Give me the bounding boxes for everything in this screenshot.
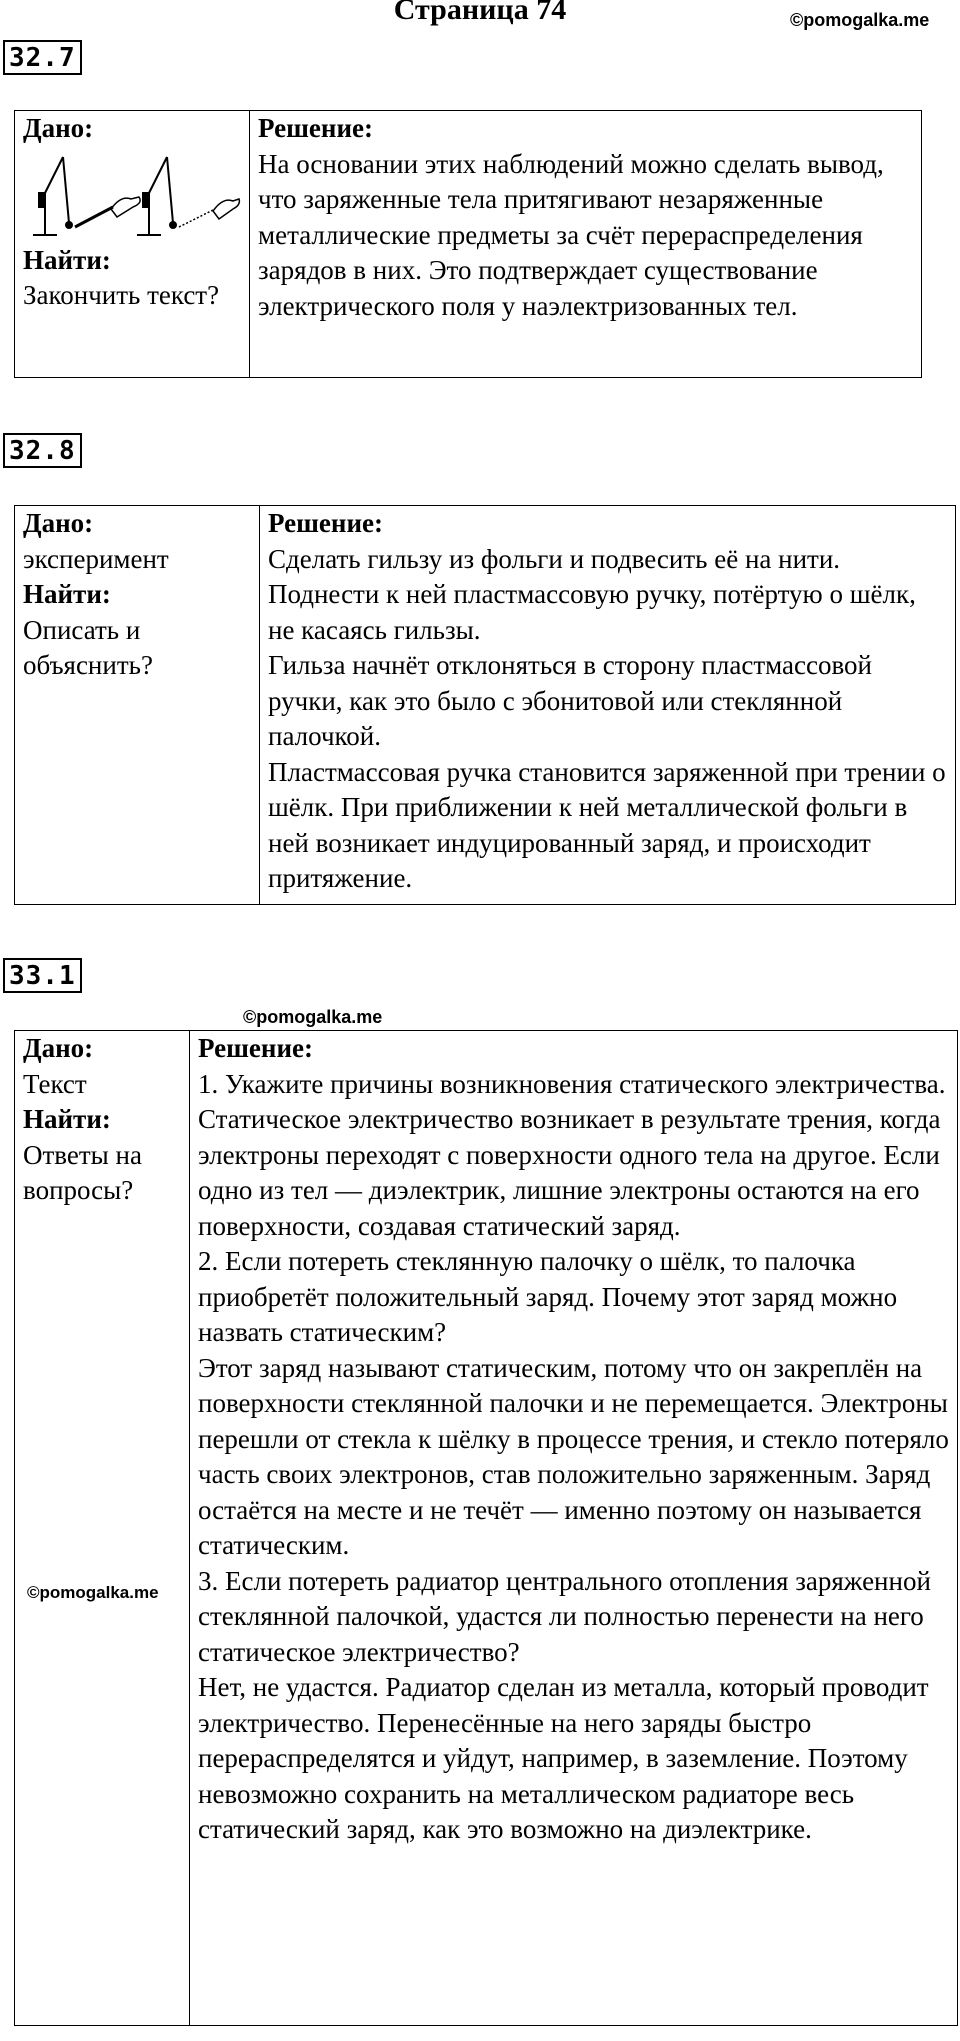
page-title: Страница 74: [393, 0, 567, 26]
solution-paragraph: Статическое электричество возникает в результате трения, когда электроны переходят с поверхности одного тела на другое. Если одно из тел — диэлектрик, лишние электроны остаются на его поверхности, создавая статический заряд.: [198, 1104, 941, 1241]
given-cell: [15, 111, 250, 378]
solution-cell: [190, 1031, 958, 2026]
solution-label: Решение:: [198, 1033, 313, 1063]
given-label: Дано:: [23, 508, 94, 538]
find-label: Найти:: [23, 1104, 111, 1134]
given-text: Текст: [23, 1068, 87, 1099]
solution-label: Решение:: [268, 508, 383, 538]
given-text: эксперимент: [23, 543, 169, 574]
task-number-32-8: 32.8: [3, 433, 82, 468]
find-text: Ответы на вопросы?: [23, 1139, 142, 1205]
solution-cell: [250, 111, 922, 378]
task-table-32-7: [14, 110, 922, 378]
solution-paragraph: Этот заряд называют статическим, потому что он закреплён на поверхности стеклянной палочки и не перемещается. Электроны перешли от стекла к шёлку в процессе трения, и стекло потеряло часть своих электронов, став положительно заряженным. Заряд остаётся на месте и не течёт — именно поэтому он называется статическим.: [198, 1352, 949, 1560]
task-number-33-1: 33.1: [3, 958, 82, 993]
given-label: Дано:: [23, 113, 94, 143]
watermark-left: ©pomogalka.me: [27, 1583, 159, 1602]
find-label: Найти:: [23, 244, 111, 275]
solution-paragraph: Пластмассовая ручка становится заряженной при трении о шёлк. При приближении к ней металлической фольги в ней возникает индуцированный заряд, и происходит притяжение.: [268, 756, 946, 893]
solution-cell: [260, 506, 956, 905]
given-label: Дано:: [23, 1033, 94, 1063]
solution-paragraph: 1. Укажите причины возникновения статического электричества.: [198, 1068, 946, 1099]
solution-paragraph: 3. Если потереть радиатор центрального отопления заряженной стеклянной палочкой, удастся ли полностью перенести на него статическое электричество?: [198, 1565, 931, 1667]
task-number-32-7: 32.7: [3, 40, 82, 75]
given-cell: [15, 1031, 190, 2026]
watermark-header: ©pomogalka.me: [790, 10, 930, 30]
solution-paragraph: 2. Если потереть стеклянную палочку о шёлк, то палочка приобретёт положительный заряд. Почему этот заряд можно назвать статическим?: [198, 1246, 898, 1347]
solution-paragraph: Сделать гильзу из фольги и подвесить её на нити. Поднести к ней пластмассовую ручку, потёртую о шёлк, не касаясь гильзы.: [268, 543, 916, 645]
solution-label: Решение:: [258, 113, 373, 143]
given-cell: [15, 506, 260, 905]
solution-paragraph: Гильза начнёт отклоняться в сторону пластмассовой ручки, как это было с эбонитовой или стеклянной палочкой.: [268, 650, 872, 751]
solution-paragraph: Нет, не удастся. Радиатор сделан из металла, который проводит электричество. Перенесённые на него заряды быстро перераспределятся и уйдут, например, в заземление. Поэтому невозможно сохранить на металлическом радиаторе весь статический заряд, как это возможно на диэлектрике.: [198, 1672, 929, 1844]
task-table-32-8: [14, 505, 956, 905]
find-text: Закончить текст?: [23, 280, 220, 310]
task-table-33-1: [14, 1030, 958, 2026]
watermark-mid: ©pomogalka.me: [243, 1007, 383, 1027]
electroscope-figure: [23, 153, 241, 239]
find-text: Описать и объяснить?: [23, 614, 153, 680]
solution-paragraph: На основании этих наблюдений можно сделать вывод, что заряженные тела притягивают незаряженные металлические предметы за счёт перераспределения зарядов в них. Это подтверждает существование электрического поля у наэлектризованных тел.: [258, 148, 884, 321]
find-label: Найти:: [23, 579, 111, 609]
